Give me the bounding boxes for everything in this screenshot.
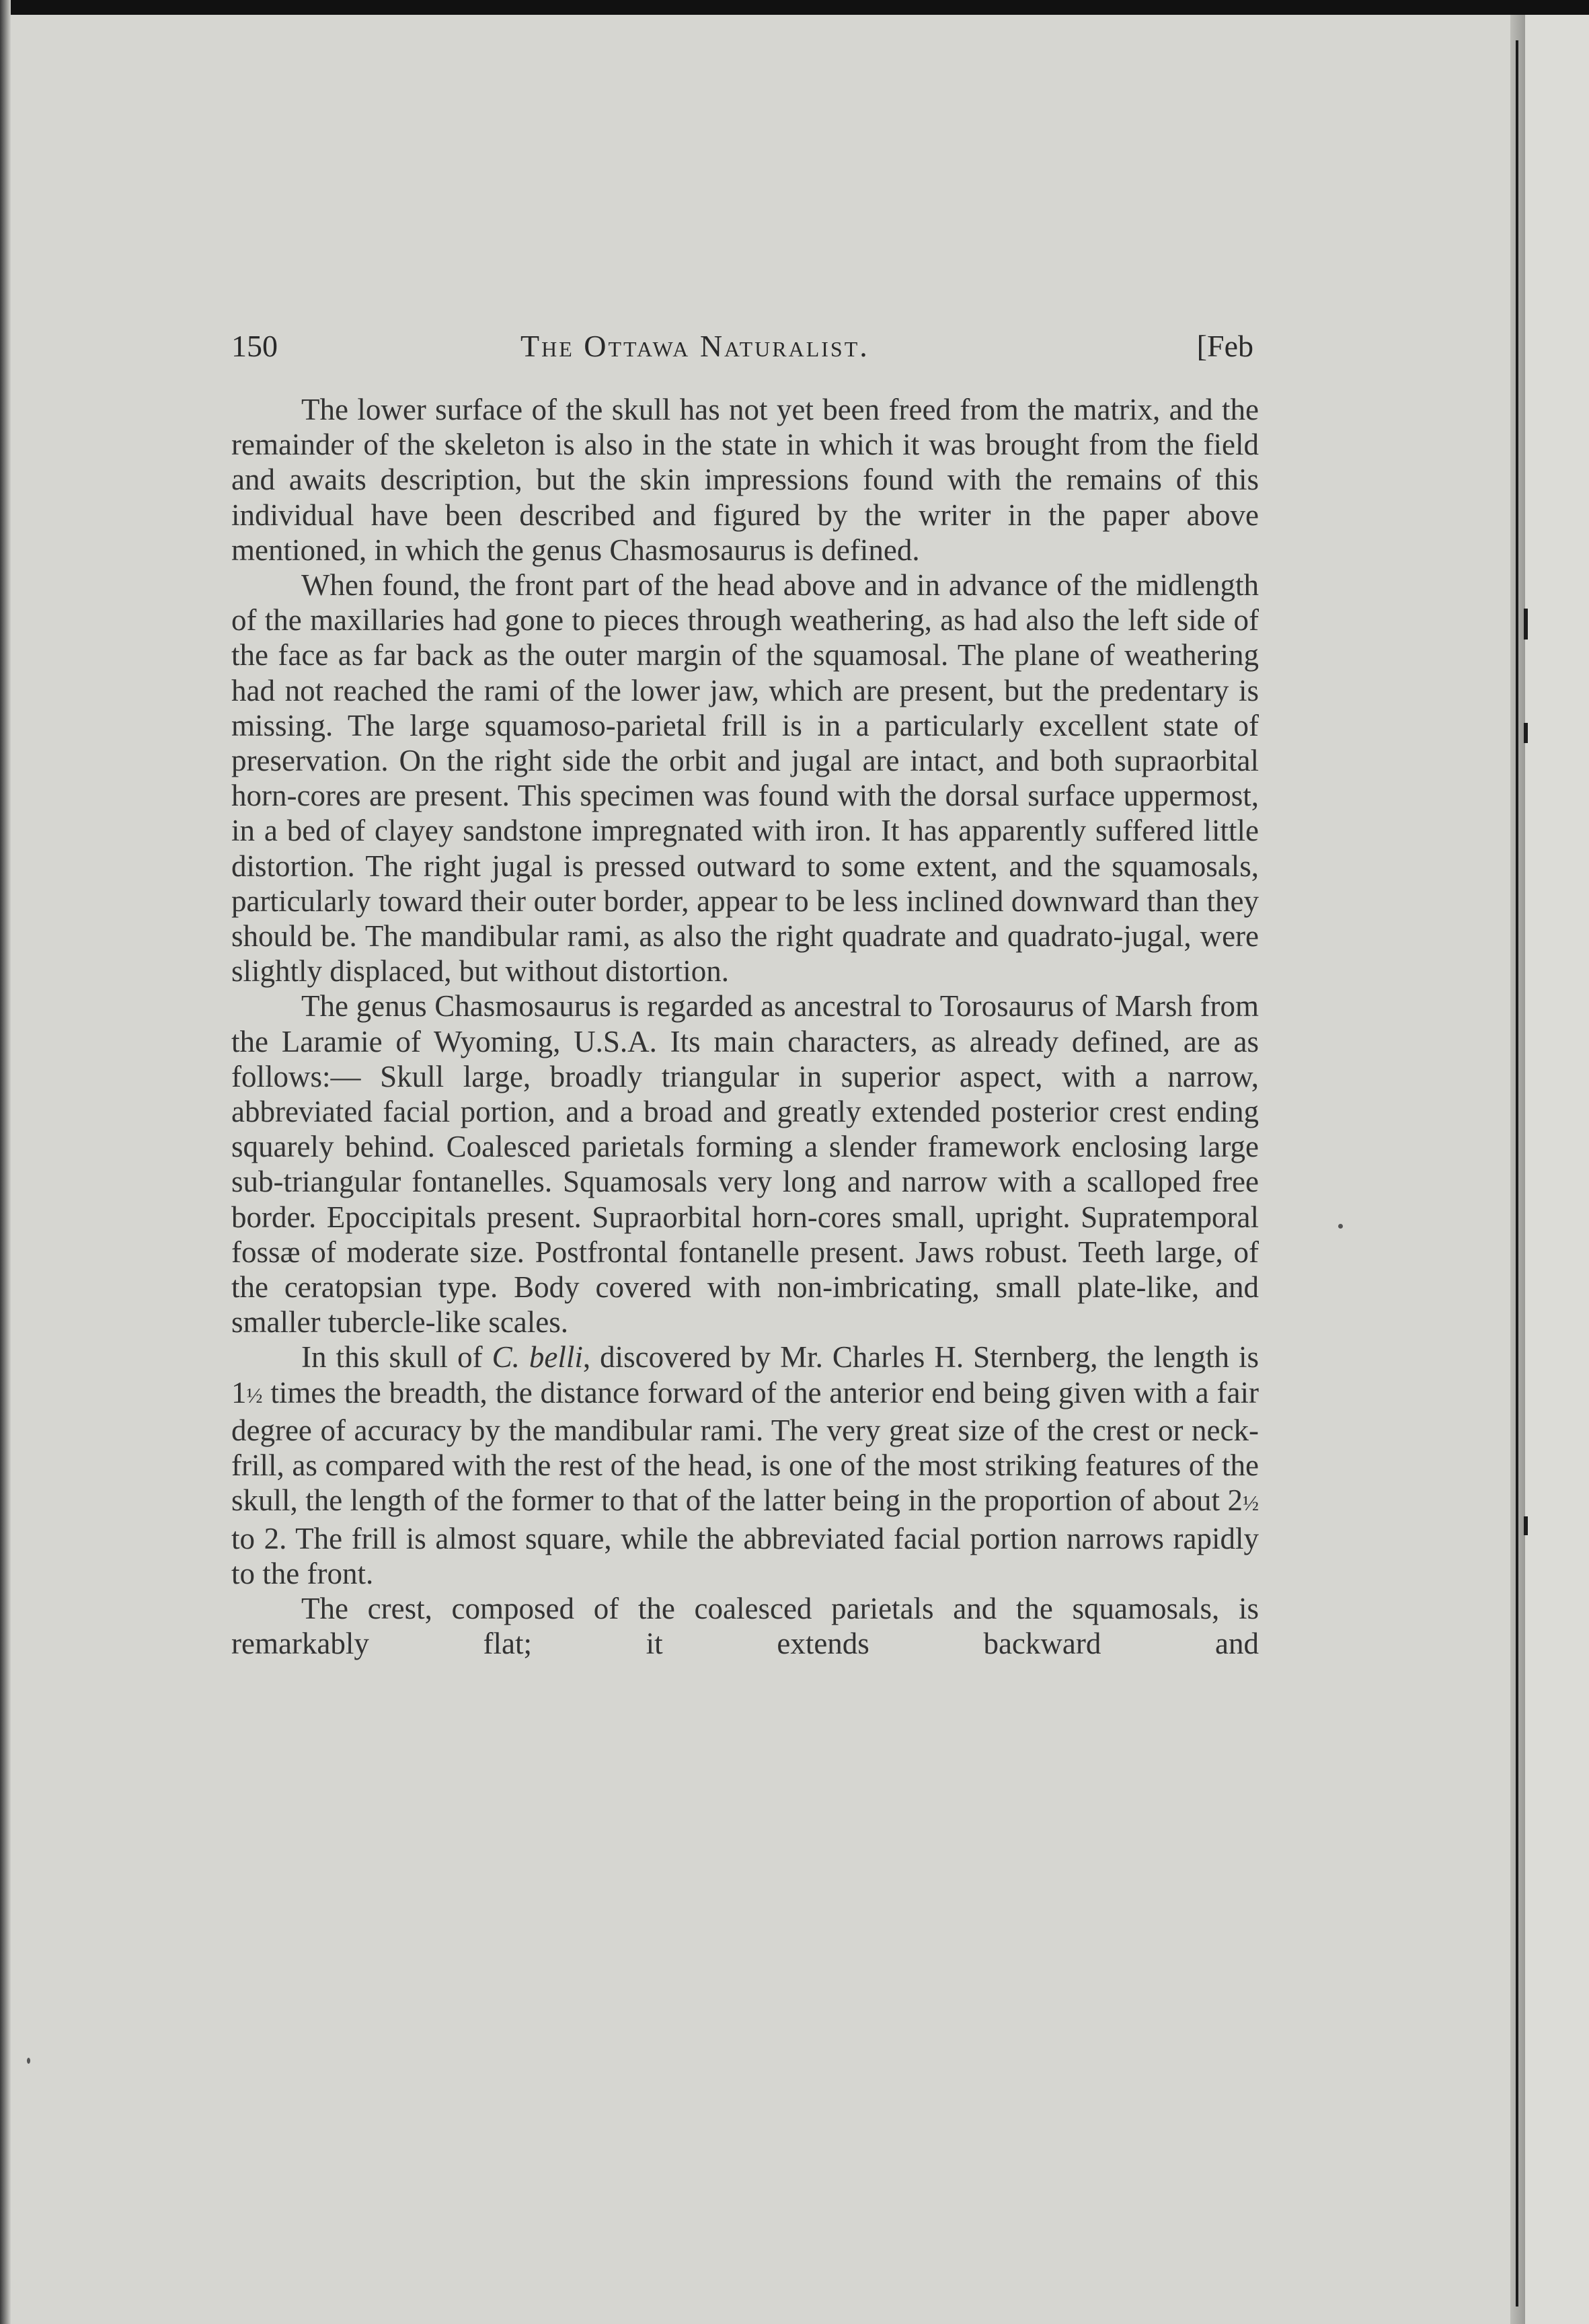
edge-mark [1524, 1516, 1528, 1535]
page-number: 150 [231, 329, 278, 363]
paragraph-4-text-a: In this skull of [301, 1340, 492, 1374]
article-body [231, 392, 1259, 1661]
paragraph-1: The lower surface of the skull has not yet been freed from the matrix, and the remainder of the skeleton is also in the state in which it was brought from the field and awaits description, but the skin impressions found with the remains of this individual have been described and figured by the writer in the paper above mentioned, in which the genus Chasmosaurus is defined. [231, 393, 1259, 567]
scan-speck [27, 2058, 30, 2064]
page-edge-line [1516, 40, 1518, 2307]
paragraph-2: When found, the front part of the head above and in advance of the midlength of the maxillaries had gone to pieces through weathering, as had also the left side of the face as far back as the outer margin of the squamosal. The plane of weathering had not reached the rami of the lower jaw, which are present, but the predentary is missing. The large squamoso-parietal frill is in a particularly excellent state of preservation. On the right side the orbit and jugal are intact, and both supraorbital horn-cores are present. This specimen was found with the dorsal surface uppermost, in a bed of clayey sandstone impregnated with iron. It has apparently suffered little distortion. The right jugal is pressed outward to some extent, and the squamosals, particularly toward their outer border, appear to be less inclined downward than they should be. The mandibular rami, as also the right quadrate and quadrato-jugal, were slightly displaced, but without distortion. [231, 568, 1259, 989]
fraction: ½ [246, 1383, 263, 1407]
paragraph-4-text-d: to 2. The frill is almost square, while the abbreviated facial portion narrows rapidly to the front. [231, 1521, 1259, 1590]
running-header [231, 328, 1259, 369]
edge-mark [1524, 723, 1528, 743]
species-name: C. belli [492, 1340, 583, 1374]
fraction: ½ [1243, 1491, 1259, 1516]
scan-top-border [0, 0, 1589, 15]
paragraph-4 [231, 1340, 1259, 1590]
scan-speck [1338, 1224, 1343, 1229]
facing-page-edge [1525, 15, 1589, 2324]
paragraph-3: The genus Chasmosaurus is regarded as ancestral to Torosaurus of Marsh from the Laramie of Wyoming, U.S.A. Its main characters, as already defined, are as follows:— Skull large, broadly triangular in superior aspect, with a narrow, abbreviated facial portion, and a broad and greatly extended posterior crest ending squarely behind. Coalesced parietals forming a slender framework enclosing large sub-triangular fontanelles. Squamosals very long and narrow with a scalloped free border. Epoccipitals present. Supraorbital horn-cores small, upright. Supratemporal fossæ of moderate size. Postfrontal fontanelle present. Jaws robust. Teeth large, of the ceratopsian type. Body covered with non-imbricating, small plate-like, and smaller tubercle-like scales. [231, 989, 1259, 1340]
journal-title: The Ottawa Naturalist. [520, 329, 869, 363]
paragraph-4-text-b: , discovered by Mr. Charles H. Sternberg, the length is 1 [231, 1340, 1259, 1409]
paragraph-5: The crest, composed of the coalesced parietals and the squamosals, is remarkably flat; it extends backward and [231, 1591, 1259, 1661]
paragraph-4-text-c: times the breadth, the distance forward of the anterior end being given with a fair degree of accuracy by the mandibular rami. The very great size of the crest or neck-frill, as compared with the rest of the head, is one of the most striking features of the skull, the length of the former to that of the latter being in the proportion of about 2 [231, 1375, 1259, 1518]
scan-left-border [0, 0, 11, 2324]
edge-mark [1524, 609, 1528, 640]
running-header-month: [Feb [1196, 329, 1253, 363]
